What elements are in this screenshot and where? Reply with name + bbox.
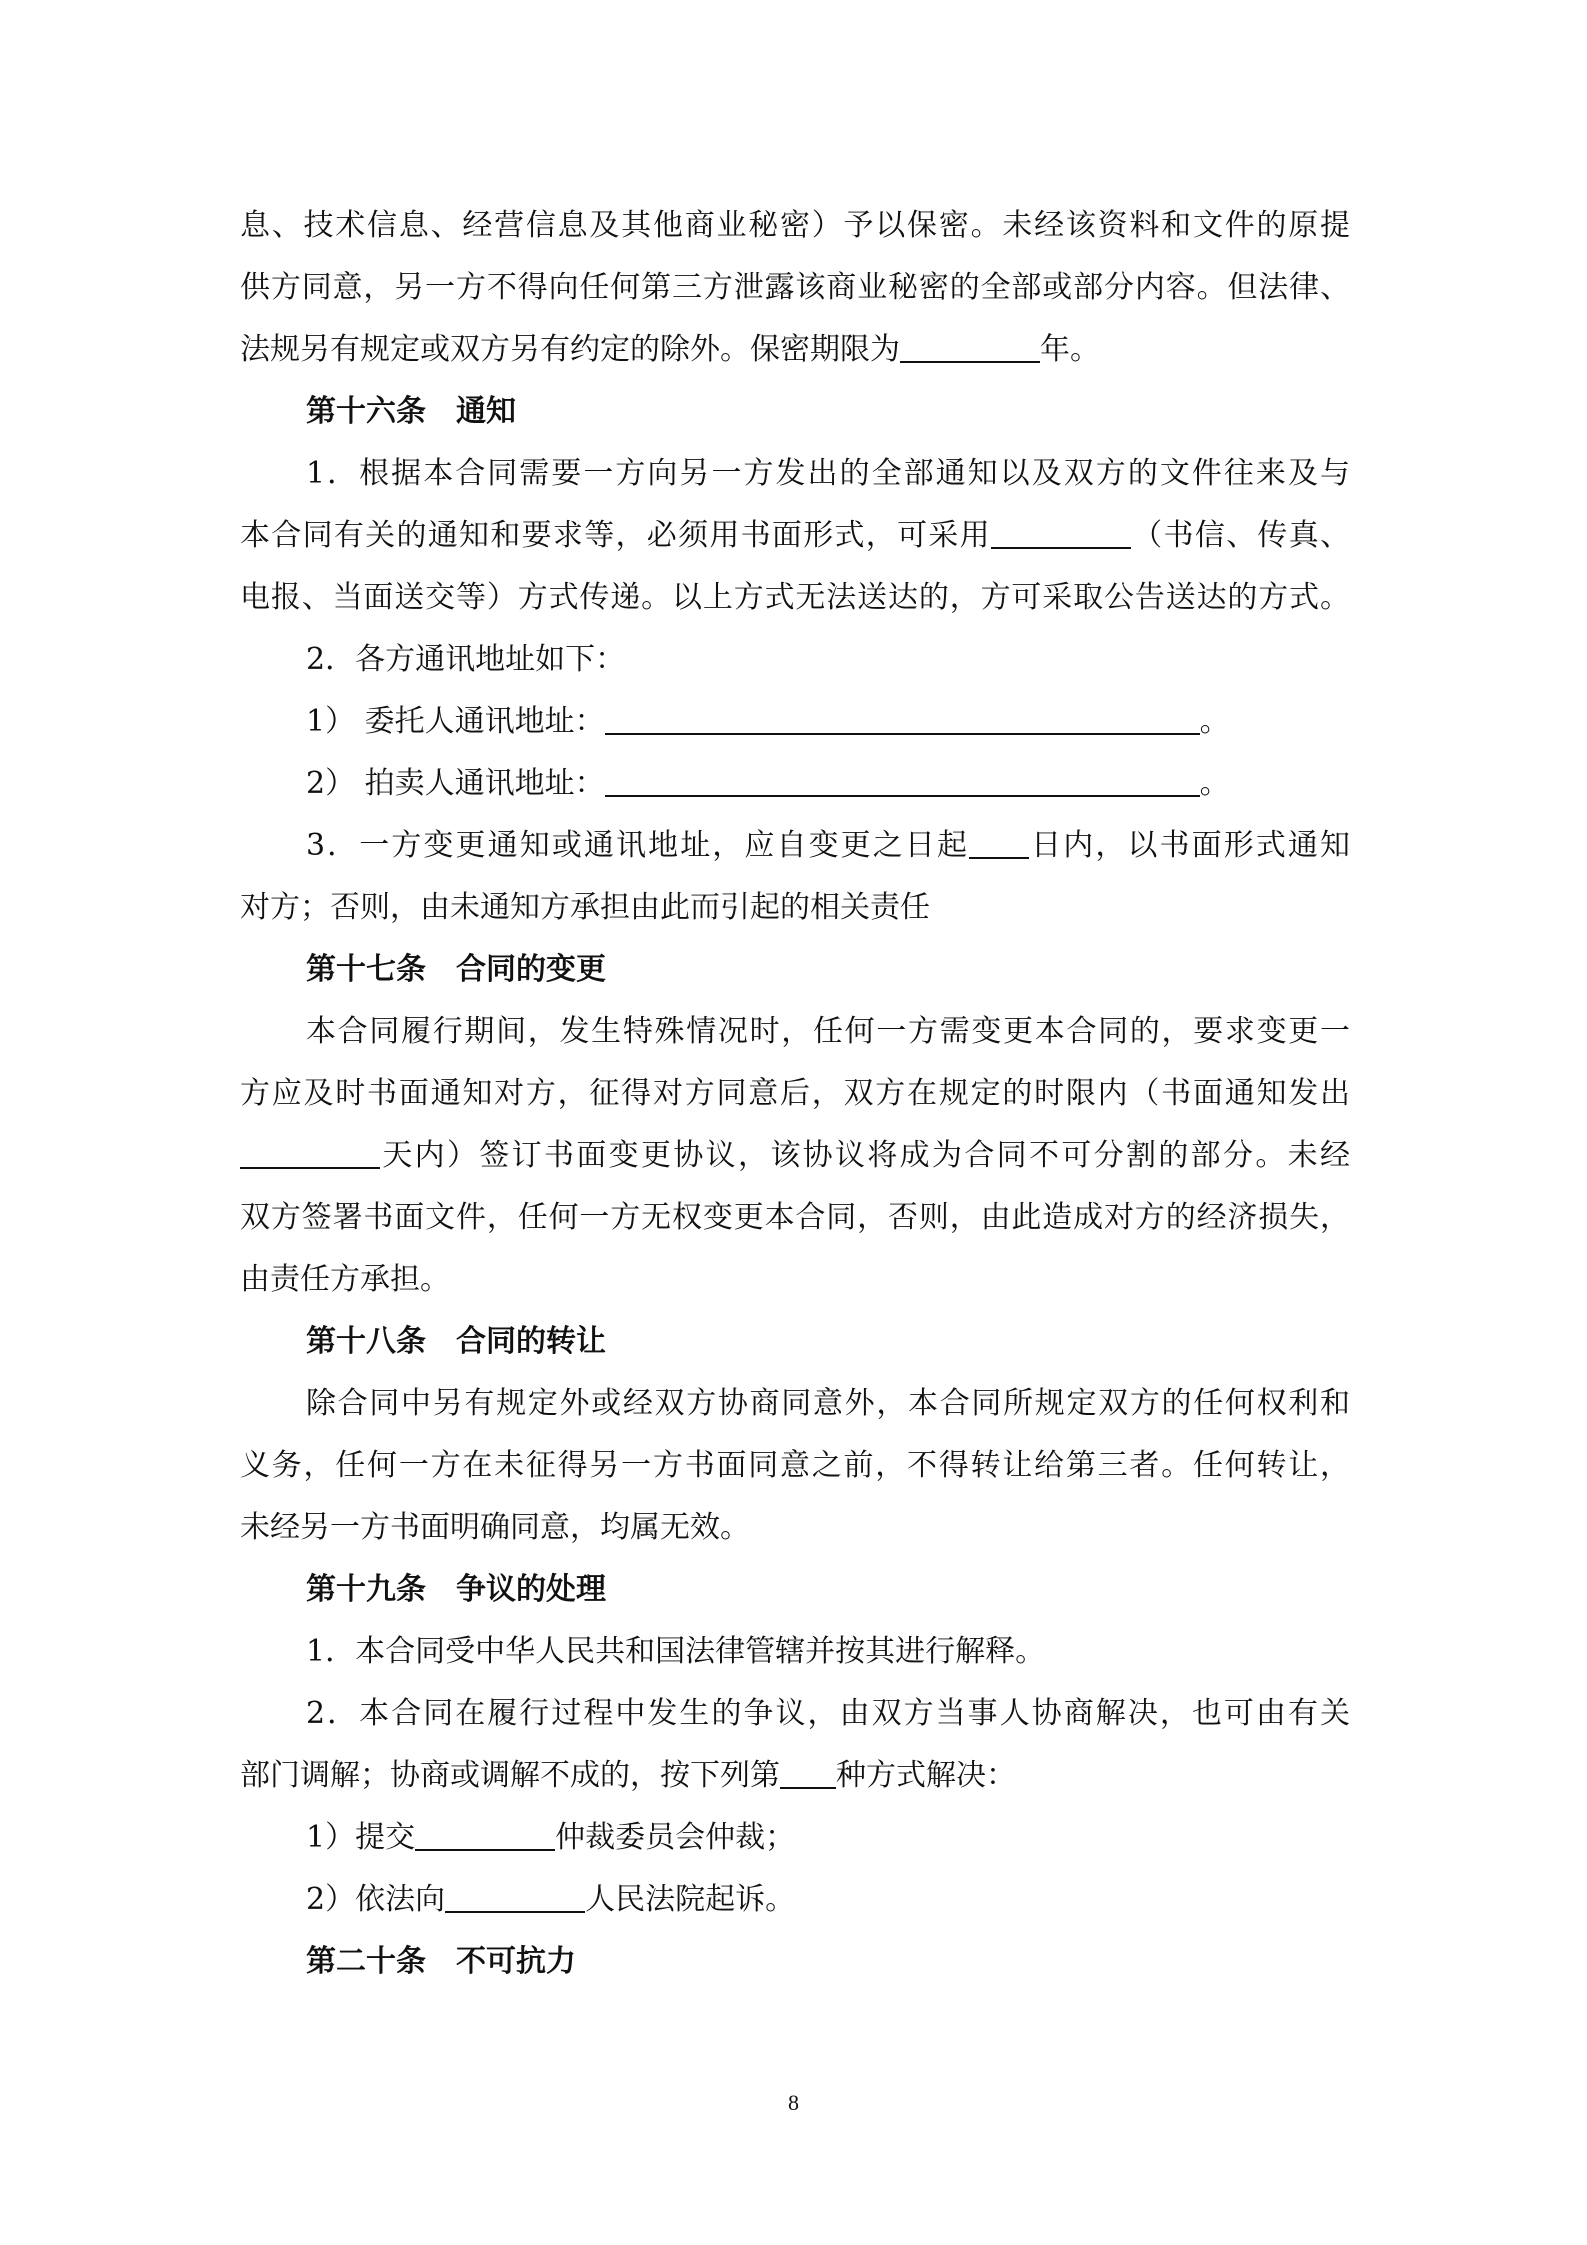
paragraph-line: 供方同意，另一方不得向任何第三方泄露该商业秘密的全部或部分内容。但法律、: [240, 270, 1350, 305]
text-segment: 仲裁委员会仲裁；: [555, 1820, 796, 1855]
text-segment: 天内）签订书面变更协议，该协议将成为合同不可分割的部分。未经: [380, 1138, 1350, 1173]
text-segment: 部门调解；协商或调解不成的，按下列第: [240, 1758, 780, 1793]
paragraph-line: [240, 1125, 1350, 1187]
fill-blank-arbitration-commission: [415, 1821, 555, 1851]
paragraph-line: 义务，任何一方在未征得另一方书面同意之前，不得转让给第三者。任何转让，: [240, 1448, 1350, 1483]
text-segment: 本合同有关的通知和要求等，必须用书面形式，可采用: [240, 518, 991, 553]
paragraph-line: [240, 1807, 1350, 1869]
page-number: 8: [788, 2090, 799, 2115]
paragraph-line: [240, 1869, 1350, 1931]
fill-blank-auctioneer-address: [605, 767, 1200, 797]
paragraph-line: 双方签署书面文件，任何一方无权变更本合同，否则，由此造成对方的经济损失，: [240, 1200, 1350, 1235]
fill-blank-resolution-option: [780, 1759, 836, 1789]
text-segment: 2）依法向: [306, 1882, 446, 1917]
paragraph-line: [240, 1745, 1350, 1807]
paragraph-line: 由责任方承担。: [240, 1262, 450, 1297]
paragraph-line: 除合同中另有规定外或经双方协商同意外，本合同所规定双方的任何权利和: [306, 1386, 1350, 1421]
paragraph-line: 2．本合同在履行过程中发生的争议，由双方当事人协商解决，也可由有关: [306, 1696, 1350, 1731]
paragraph-line: 1．本合同受中华人民共和国法律管辖并按其进行解释。: [306, 1634, 1046, 1669]
paragraph-line: 息、技术信息、经营信息及其他商业秘密）予以保密。未经该资料和文件的原提: [240, 208, 1350, 243]
paragraph-line: [240, 319, 1350, 381]
paragraph-line: 电报、当面送交等）方式传递。以上方式无法送达的，方可采取公告送达的方式。: [240, 580, 1350, 615]
text-segment: 人民法院起诉。: [585, 1882, 796, 1917]
text-segment: 1） 委托人通讯地址：: [306, 704, 605, 739]
text-segment: 3．一方变更通知或通讯地址，应自变更之日起: [306, 828, 970, 863]
paragraph-line: 未经另一方书面明确同意，均属无效。: [240, 1510, 750, 1545]
article-19-heading: 第十九条 争议的处理: [306, 1572, 606, 1607]
fill-blank-change-days: [240, 1139, 380, 1169]
fill-blank-notice-days: [969, 829, 1029, 859]
paragraph-line: [240, 753, 1350, 815]
fill-blank-consignor-address: [605, 705, 1200, 735]
text-segment: 法规另有规定或双方另有约定的除外。保密期限为: [240, 332, 900, 367]
text-segment: 2） 拍卖人通讯地址：: [306, 766, 605, 801]
paragraph-line: 对方；否则，由未通知方承担由此而引起的相关责任: [240, 890, 930, 925]
paragraph-line: [240, 691, 1350, 753]
article-17-heading: 第十七条 合同的变更: [306, 952, 606, 987]
text-segment: 种方式解决：: [836, 1758, 1016, 1793]
text-segment: 年。: [1040, 332, 1100, 367]
text-segment: 。: [1199, 704, 1230, 739]
article-18-heading: 第十八条 合同的转让: [306, 1324, 606, 1359]
document-page: [240, 195, 1350, 1993]
article-20-heading: 第二十条 不可抗力: [306, 1944, 576, 1979]
paragraph-line: 1．根据本合同需要一方向另一方发出的全部通知以及双方的文件往来及与: [306, 456, 1350, 491]
paragraph-line: 2．各方通讯地址如下：: [306, 642, 626, 677]
paragraph-line: 本合同履行期间，发生特殊情况时，任何一方需变更本合同的，要求变更一: [306, 1014, 1350, 1049]
fill-blank-court: [445, 1883, 585, 1913]
text-segment: 1）提交: [306, 1820, 416, 1855]
text-segment: 日内，以书面形式通知: [1029, 828, 1350, 863]
article-16-heading: 第十六条 通知: [306, 394, 516, 429]
text-segment: （书信、传真、: [1130, 518, 1350, 553]
fill-blank-notice-method: [991, 519, 1131, 549]
text-segment: 。: [1199, 766, 1230, 801]
paragraph-line: [240, 505, 1350, 567]
fill-blank-confidentiality-period: [900, 333, 1040, 363]
paragraph-line: 方应及时书面通知对方，征得对方同意后，双方在规定的时限内（书面通知发出: [240, 1076, 1350, 1111]
paragraph-line: [240, 815, 1350, 877]
